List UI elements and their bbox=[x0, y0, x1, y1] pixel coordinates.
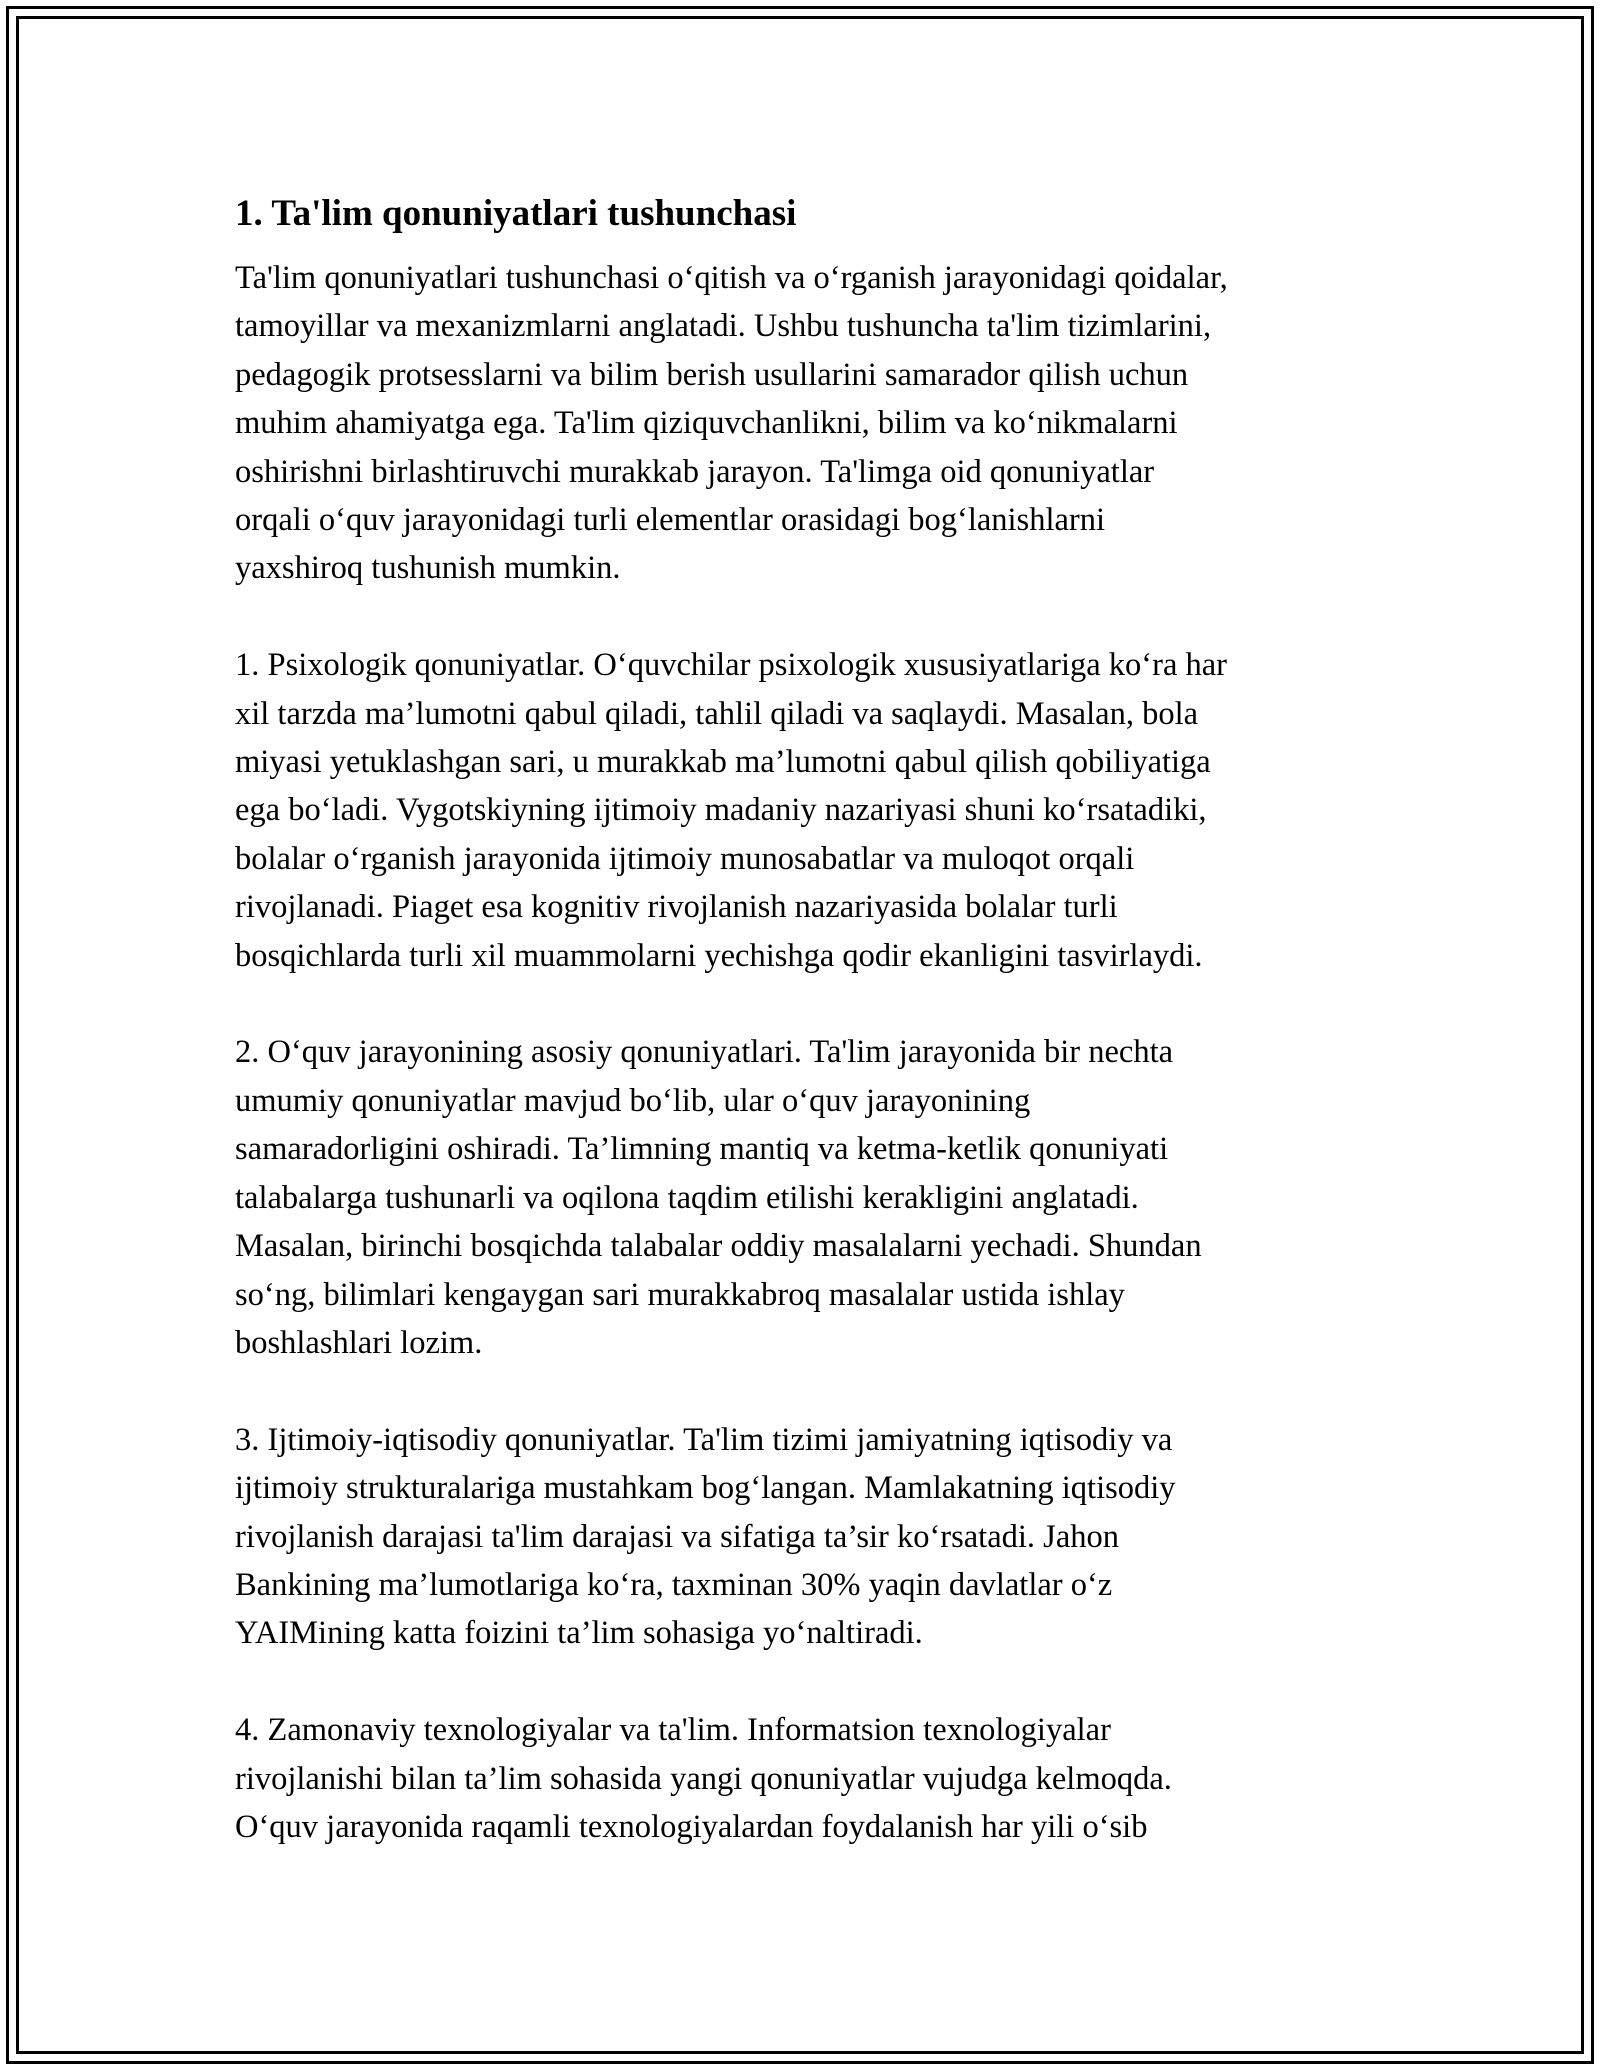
text-line: 2. O‘quv jarayonining asosiy qonuniyatlari. Ta'lim jarayonida bir nechta bbox=[235, 1034, 1174, 1071]
document-body bbox=[235, 186, 1385, 1900]
paragraph bbox=[235, 254, 1385, 593]
section-heading: 1. Ta'lim qonuniyatlari tushunchasi bbox=[235, 193, 797, 234]
text-line: 4. Zamonaviy texnologiyalar va ta'lim. Informatsion texnologiyalar bbox=[235, 1712, 1111, 1749]
paragraph bbox=[235, 1706, 1385, 1851]
text-line: rivojlanishi bilan ta’lim sohasida yangi qonuniyatlar vujudga kelmoqda. bbox=[235, 1760, 1172, 1797]
text-line: talabalarga tushunarli va oqilona taqdim etilishi kerakligini anglatadi. bbox=[235, 1179, 1139, 1216]
text-line: umumiy qonuniyatlar mavjud bo‘lib, ular o‘quv jarayonining bbox=[235, 1082, 1031, 1119]
text-line: muhim ahamiyatga ega. Ta'lim qiziquvchanlikni, bilim va ko‘nikmalarni bbox=[235, 405, 1178, 442]
text-line: oshirishni birlashtiruvchi murakkab jarayon. Ta'limga oid qonuniyatlar bbox=[235, 453, 1155, 490]
text-line: tamoyillar va mexanizmlarni anglatadi. Ushbu tushuncha ta'lim tizimlarini, bbox=[235, 308, 1212, 345]
text-line: yaxshiroq tushunish mumkin. bbox=[235, 550, 621, 587]
paragraph bbox=[235, 641, 1385, 980]
text-line: orqali o‘quv jarayonidagi turli elementlar orasidagi bog‘lanishlarni bbox=[235, 502, 1106, 539]
text-line: YAIMining katta foizini ta’lim sohasiga yo‘naltiradi. bbox=[235, 1615, 923, 1652]
text-line: bolalar o‘rganish jarayonida ijtimoiy munosabatlar va muloqot orqali bbox=[235, 840, 1135, 877]
text-line: rivojlanish darajasi ta'lim darajasi va sifatiga ta’sir ko‘rsatadi. Jahon bbox=[235, 1518, 1119, 1555]
paragraph-list bbox=[235, 254, 1385, 1851]
text-line: miyasi yetuklashgan sari, u murakkab ma’lumotni qabul qilish qobiliyatiga bbox=[235, 744, 1211, 781]
text-line: rivojlanadi. Piaget esa kognitiv rivojlanish nazariyasida bolalar turli bbox=[235, 889, 1118, 926]
text-line: ega bo‘ladi. Vygotskiyning ijtimoiy madaniy nazariyasi shuni ko‘rsatadiki, bbox=[235, 792, 1207, 829]
text-line: samaradorligini oshiradi. Ta’limning mantiq va ketma-ketlik qonuniyati bbox=[235, 1131, 1169, 1168]
text-line: Ta'lim qonuniyatlari tushunchasi o‘qitish va o‘rganish jarayonidagi qoidalar, bbox=[235, 260, 1228, 296]
text-line: xil tarzda ma’lumotni qabul qiladi, tahlil qiladi va saqlaydi. Masalan, bola bbox=[235, 695, 1199, 732]
paragraph bbox=[235, 1416, 1385, 1658]
text-line: O‘quv jarayonida raqamli texnologiyalardan foydalanish har yili o‘sib bbox=[235, 1808, 1148, 1845]
text-line: bosqichlarda turli xil muammolarni yechishga qodir ekanligini tasvirlaydi. bbox=[235, 937, 1203, 974]
text-line: Masalan, birinchi bosqichda talabalar oddiy masalalarni yechadi. Shundan bbox=[235, 1228, 1202, 1265]
text-line: so‘ng, bilimlari kengaygan sari murakkabroq masalalar ustida ishlay bbox=[235, 1276, 1125, 1313]
text-line: ijtimoiy strukturalariga mustahkam bog‘langan. Mamlakatning iqtisodiy bbox=[235, 1470, 1176, 1507]
paragraph bbox=[235, 1028, 1385, 1367]
text-line: pedagogik protsesslarni va bilim berish usullarini samarador qilish uchun bbox=[235, 356, 1189, 393]
text-line: 3. Ijtimoiy-iqtisodiy qonuniyatlar. Ta'lim tizimi jamiyatning iqtisodiy va bbox=[235, 1421, 1173, 1458]
text-line: boshlashlari lozim. bbox=[235, 1324, 483, 1361]
text-line: Bankining ma’lumotlariga ko‘ra, taxminan 30% yaqin davlatlar o‘z bbox=[235, 1566, 1113, 1603]
text-line: 1. Psixologik qonuniyatlar. O‘quvchilar psixologik xususiyatlariga ko‘ra har bbox=[235, 647, 1227, 684]
